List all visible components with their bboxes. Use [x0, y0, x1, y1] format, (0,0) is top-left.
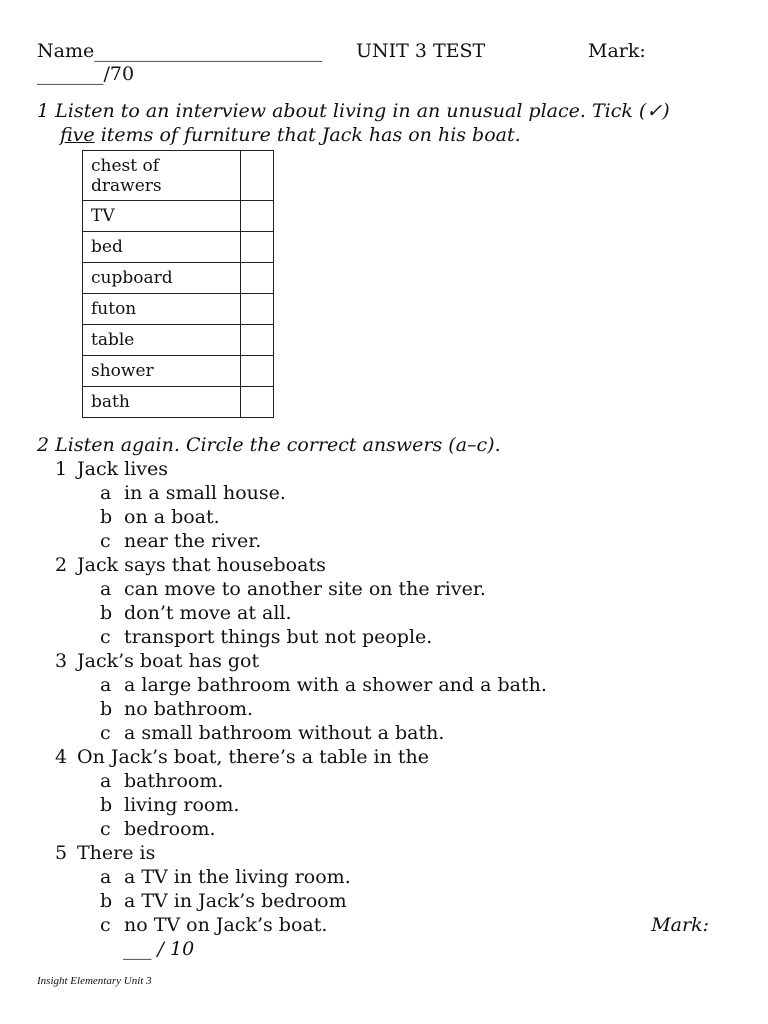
answer-option[interactable]	[37, 505, 737, 529]
table-row	[83, 151, 274, 201]
question-number: 4	[55, 746, 68, 768]
question-1-text-line1: Listen to an interview about living in an unusual place. Tick (✓)	[55, 100, 670, 122]
option-letter: a	[100, 578, 112, 600]
question-2-mark-value: ___ / 10	[123, 938, 195, 960]
unit-title: UNIT 3 TEST	[356, 40, 486, 62]
answer-option[interactable]	[37, 721, 737, 745]
question-1-number: 1	[37, 100, 50, 122]
answer-option[interactable]	[37, 625, 737, 649]
answer-option[interactable]	[37, 601, 737, 625]
option-text: in a small house.	[124, 482, 286, 504]
furniture-item: chest of drawers	[83, 151, 241, 201]
tick-box[interactable]	[241, 263, 274, 294]
option-letter: b	[100, 890, 113, 912]
answer-option[interactable]	[37, 481, 737, 505]
answer-option[interactable]	[37, 577, 737, 601]
option-letter: a	[100, 866, 112, 888]
question-stem-text: On Jack’s boat, there’s a table in the	[77, 746, 430, 768]
option-text: near the river.	[124, 530, 262, 552]
question-stem	[37, 457, 737, 481]
furniture-item: bed	[83, 232, 241, 263]
question-2-mark-label: Mark:	[651, 914, 709, 936]
option-text: don’t move at all.	[124, 602, 292, 624]
table-row	[83, 294, 274, 325]
tick-box[interactable]	[241, 387, 274, 418]
option-text: transport things but not people.	[124, 626, 433, 648]
option-letter: b	[100, 698, 113, 720]
question-stem	[37, 553, 737, 577]
question-stem-text: Jack lives	[77, 458, 169, 480]
answer-option[interactable]	[37, 817, 737, 841]
answer-option[interactable]	[37, 865, 737, 889]
option-text: living room.	[124, 794, 240, 816]
table-row	[83, 263, 274, 294]
table-row	[83, 201, 274, 232]
question-1-text-line2: items of furniture that Jack has on his boat.	[94, 124, 521, 146]
answer-option[interactable]	[37, 697, 737, 721]
option-letter: a	[100, 674, 112, 696]
option-text: no bathroom.	[124, 698, 254, 720]
option-letter: b	[100, 602, 113, 624]
table-row	[83, 325, 274, 356]
option-text: bathroom.	[124, 770, 224, 792]
furniture-tick-table	[82, 150, 274, 418]
question-stem	[37, 745, 737, 769]
option-text: a TV in Jack’s bedroom	[124, 890, 347, 912]
furniture-item: futon	[83, 294, 241, 325]
option-letter: c	[100, 722, 111, 744]
tick-box[interactable]	[241, 325, 274, 356]
option-letter: a	[100, 482, 112, 504]
question-stem-text: There is	[77, 842, 156, 864]
tick-box[interactable]	[241, 151, 274, 201]
option-text: no TV on Jack’s boat.	[124, 914, 328, 936]
question-1-underlined-word: five	[60, 124, 95, 146]
tick-box[interactable]	[241, 294, 274, 325]
option-letter: c	[100, 818, 111, 840]
table-row	[83, 232, 274, 263]
question-number: 5	[55, 842, 68, 864]
answer-option[interactable]	[37, 769, 737, 793]
question-number: 2	[55, 554, 68, 576]
option-letter: b	[100, 506, 113, 528]
furniture-item: table	[83, 325, 241, 356]
option-letter: c	[100, 626, 111, 648]
answer-option[interactable]	[37, 529, 737, 553]
mark-total: _______/70	[37, 63, 135, 85]
question-1-instructions	[37, 99, 737, 147]
table-row	[83, 387, 274, 418]
option-text: bedroom.	[124, 818, 216, 840]
question-stem-text: Jack says that houseboats	[77, 554, 326, 576]
option-text: a TV in the living room.	[124, 866, 351, 888]
name-field-label: Name________________________	[37, 40, 323, 62]
question-2-title: 2 Listen again. Circle the correct answers (a–c).	[37, 434, 501, 456]
question-number: 1	[55, 458, 68, 480]
option-text: a large bathroom with a shower and a bath.	[124, 674, 547, 696]
option-letter: c	[100, 530, 111, 552]
answer-option[interactable]	[37, 673, 737, 697]
tick-box[interactable]	[241, 356, 274, 387]
option-letter: c	[100, 914, 111, 936]
test-header	[37, 40, 737, 86]
question-stem-text: Jack’s boat has got	[77, 650, 260, 672]
tick-box[interactable]	[241, 232, 274, 263]
furniture-item: cupboard	[83, 263, 241, 294]
question-stem	[37, 841, 737, 865]
option-text: a small bathroom without a bath.	[124, 722, 445, 744]
mark-label: Mark:	[588, 40, 646, 62]
answer-option[interactable]	[37, 793, 737, 817]
option-text: can move to another site on the river.	[124, 578, 486, 600]
footer-source: Insight Elementary Unit 3	[37, 975, 152, 987]
option-letter: b	[100, 794, 113, 816]
option-letter: a	[100, 770, 112, 792]
furniture-item: TV	[83, 201, 241, 232]
answer-option[interactable]	[37, 913, 737, 937]
question-number: 3	[55, 650, 68, 672]
table-row	[83, 356, 274, 387]
answer-option[interactable]	[37, 889, 737, 913]
furniture-item: shower	[83, 356, 241, 387]
question-stem	[37, 649, 737, 673]
furniture-item: bath	[83, 387, 241, 418]
question-2	[37, 433, 737, 961]
option-text: on a boat.	[124, 506, 220, 528]
tick-box[interactable]	[241, 201, 274, 232]
